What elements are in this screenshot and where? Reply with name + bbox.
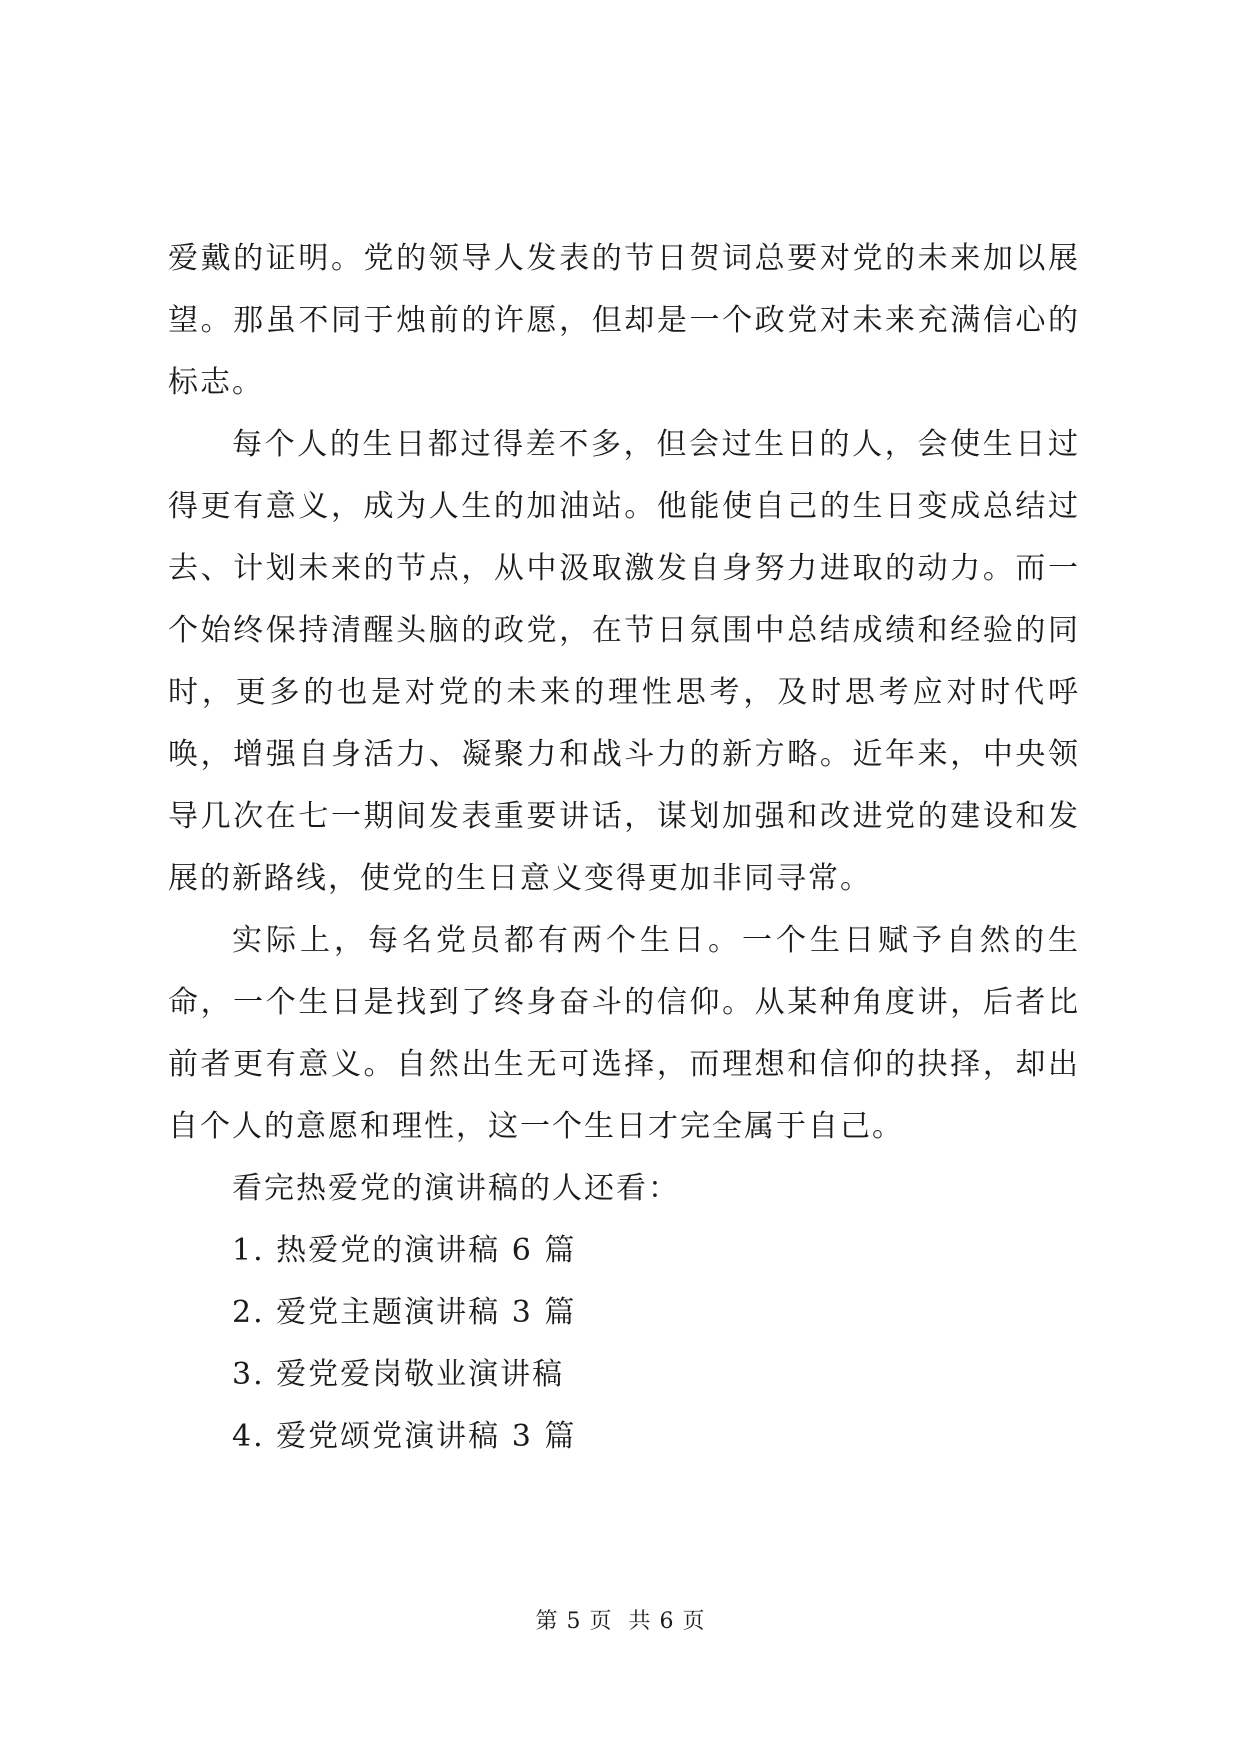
related-link-2[interactable]: 2. 爱党主题演讲稿 3 篇 — [232, 1295, 577, 1330]
page-footer — [0, 1604, 1241, 1635]
related-heading: 看完热爱党的演讲稿的人还看： — [232, 1171, 680, 1206]
paragraph-birthday-meaning: 每个人的生日都过得差不多，但会过生日的人，会使生日过得更有意义，成为人生的加油站。他能使自己的生日变成总结过去、计划未来的节点，从中汲取激发自身努力进取的动力。而一个始终保持清醒头脑的政党，在节日氛围中总结成绩和经验的同时，更多的也是对党的未来的理性思考，及时思考应对时代呼唤，增强自身活力、凝聚力和战斗力的新方略。近年来，中央领导几次在七一期间发表重要讲话，谋划加强和改进党的建设和发展的新路线，使党的生日意义变得更加非同寻常。 — [168, 427, 1080, 896]
page-number-label: 第 5 页 共 6 页 — [535, 1609, 706, 1634]
related-link-1[interactable]: 1. 热爱党的演讲稿 6 篇 — [232, 1233, 577, 1268]
paragraph-two-birthdays: 实际上，每名党员都有两个生日。一个生日赋予自然的生命，一个生日是找到了终身奋斗的信仰。从某种角度讲，后者比前者更有意义。自然出生无可选择，而理想和信仰的抉择，却出自个人的意愿和理性，这一个生日才完全属于自己。 — [168, 923, 1080, 1144]
paragraph-continuation: 爱戴的证明。党的领导人发表的节日贺词总要对党的未来加以展望。那虽不同于烛前的许愿，但却是一个政党对未来充满信心的标志。 — [168, 241, 1080, 400]
related-link-4[interactable]: 4. 爱党颂党演讲稿 3 篇 — [232, 1419, 577, 1454]
related-link-3[interactable]: 3. 爱党爱岗敬业演讲稿 — [232, 1357, 565, 1392]
document-body — [168, 228, 1080, 1468]
